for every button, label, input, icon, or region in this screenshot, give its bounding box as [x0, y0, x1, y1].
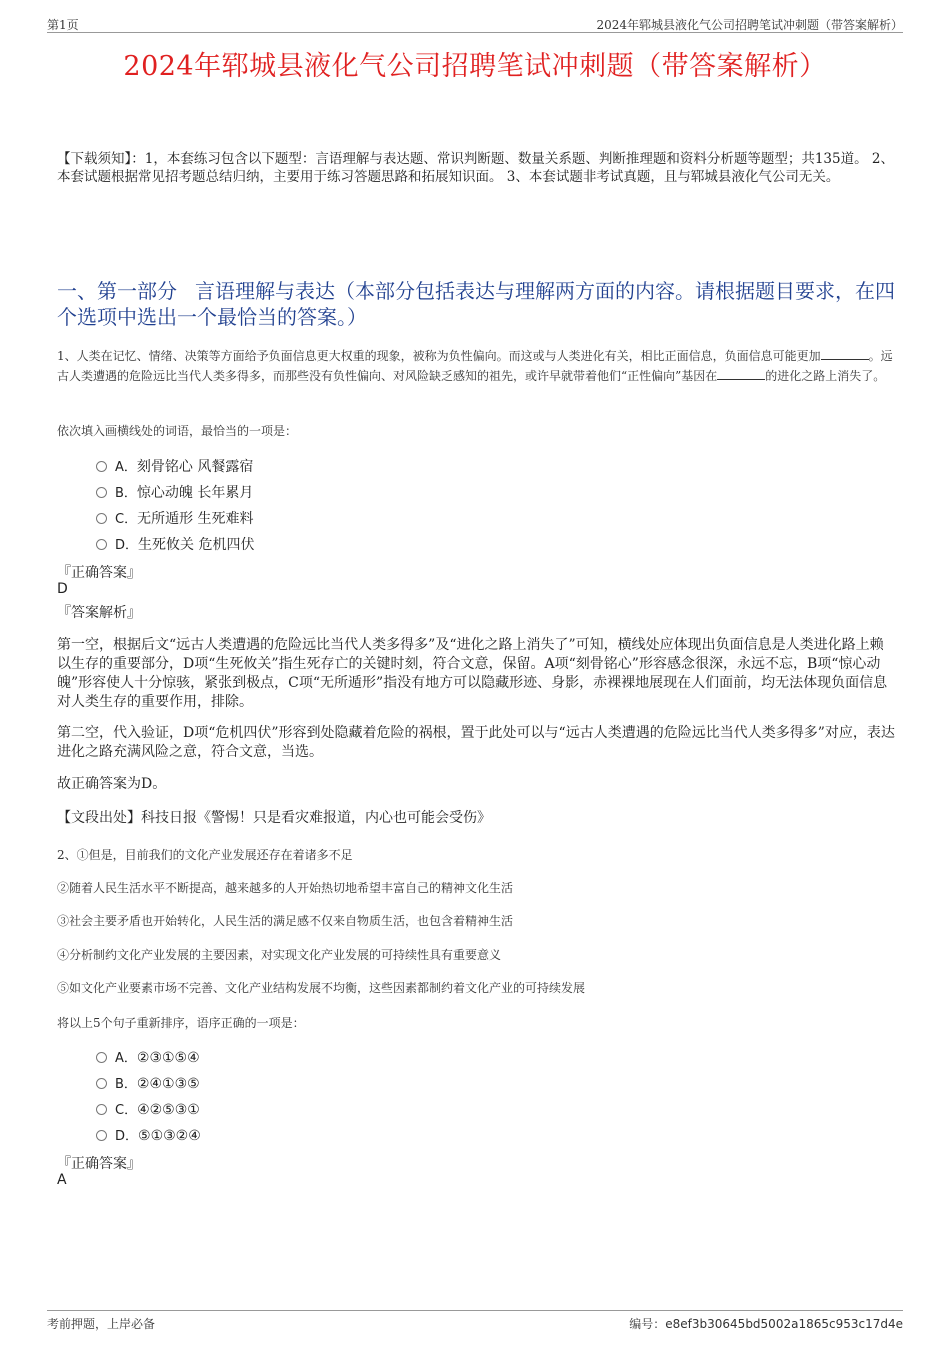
- radio-icon[interactable]: [96, 1130, 107, 1141]
- q1-option-c[interactable]: C．无所遁形 生死难料: [96, 508, 254, 528]
- radio-icon[interactable]: [96, 487, 107, 498]
- q2-sentence-3: ③社会主要矛盾也开始转化，人民生活的满足感不仅来自物质生活，也包含着精神生活: [57, 914, 514, 928]
- q1-option-b[interactable]: B．惊心动魄 长年累月: [96, 482, 253, 502]
- footer-code: 编号：e8ef3b30645bd5002a1865c953c17d4e: [629, 1317, 903, 1331]
- q2-sentence-2: ②随着人民生活水平不断提高，越来越多的人开始热切地希望丰富自己的精神文化生活: [57, 881, 514, 895]
- q1-answer-label: 『正确答案』: [57, 565, 141, 581]
- page-footer: [47, 1310, 903, 1331]
- radio-icon[interactable]: [96, 1052, 107, 1063]
- q1-analysis-label: 『答案解析』: [57, 605, 141, 621]
- footer-slogan: 考前押题，上岸必备: [47, 1317, 156, 1331]
- section-heading: [57, 278, 897, 330]
- q2-option-d[interactable]: D．⑤①③②④: [96, 1125, 201, 1145]
- q2-option-b[interactable]: B．②④①③⑤: [96, 1073, 200, 1093]
- download-notice: 【下载须知】：1，本套练习包含以下题型：言语理解与表达题、常识判断题、数量关系题、判断推理题和资料分析题等题型；共135道。 2、本套试题根据常见招考题总结归纳，主要用于练习答题思路和拓展知识面。 3、本套试题非考试真题，且与郓城县液化气公司无关。: [57, 151, 894, 185]
- q1-prompt: 依次填入画横线处的词语，最恰当的一项是：: [57, 424, 298, 438]
- section-description: 言语理解与表达（本部分包括表达与理解两方面的内容。请根据题目要求，在四个选项中选出一个最恰当的答案。）: [57, 279, 895, 329]
- q2-prompt: 将以上5个句子重新排序，语序正确的一项是：: [57, 1016, 305, 1030]
- page-number: 第1页: [47, 18, 79, 32]
- blank-1: [821, 347, 869, 360]
- radio-icon[interactable]: [96, 461, 107, 472]
- q2-option-a[interactable]: A．②③①⑤④: [96, 1047, 200, 1067]
- q2-sentence-4: ④分析制约文化产业发展的主要因素，对实现文化产业发展的可持续性具有重要意义: [57, 948, 502, 962]
- q1-option-a[interactable]: A．刻骨铭心 风餐露宿: [96, 456, 253, 476]
- q1-option-d[interactable]: D．生死攸关 危机四伏: [96, 534, 254, 554]
- q1-analysis-para-1: 第一空，根据后文“远古人类遭遇的危险远比当代人类多得多”及“进化之路上消失了”可知，横线处应体现出负面信息是人类进化路上赖以生存的重要部分，D项“生死攸关”指生死存亡的关键时刻，符合文意，保留。A项“刻骨铭心”形容感念很深，永远不忘，B项“惊心动魄”形容使人十分惊骇，紧张到极点，C项“无所遁形”指没有地方可以隐藏形迹、身影，赤裸裸地展现在人们面前，均无法体现负面信息对人类生存的重要作用，排除。: [57, 637, 888, 710]
- q2-option-c[interactable]: C．④②⑤③①: [96, 1099, 200, 1119]
- section-part: 一、第一部分: [57, 279, 177, 303]
- radio-icon[interactable]: [96, 1078, 107, 1089]
- radio-icon[interactable]: [96, 539, 107, 550]
- blank-2: [717, 367, 765, 380]
- page-header: [47, 14, 903, 33]
- q2-answer-label: 『正确答案』: [57, 1156, 141, 1172]
- q1-source: 【文段出处】科技日报《警惕！只是看灾难报道，内心也可能会受伤》: [57, 810, 491, 826]
- q2-sentence-5: ⑤如文化产业要素市场不完善、文化产业结构发展不均衡，这些因素都制约着文化产业的可持续发展: [57, 981, 586, 995]
- radio-icon[interactable]: [96, 513, 107, 524]
- q1-analysis-para-2: 第二空，代入验证，D项“危机四伏”形容到处隐藏着危险的祸根，置于此处可以与“远古人类遭遇的危险远比当代人类多得多”对应，表达进化之路充满风险之意，符合文意，当选。: [57, 725, 895, 760]
- q2-answer: A: [57, 1172, 67, 1188]
- q2-sentence-1: 2、①但是，目前我们的文化产业发展还存在着诸多不足: [57, 848, 353, 862]
- header-doc-title: 2024年郓城县液化气公司招聘笔试冲刺题（带答案解析）: [596, 18, 903, 32]
- q1-analysis-para-3: 故正确答案为D。: [57, 776, 167, 792]
- radio-icon[interactable]: [96, 1104, 107, 1115]
- page-title: 2024年郓城县液化气公司招聘笔试冲刺题（带答案解析）: [123, 51, 827, 82]
- q1-answer: D: [57, 581, 68, 597]
- q1-stem: 1、人类在记忆、情绪、决策等方面给予负面信息更大权重的现象，被称为负性偏向。而这或与人类进化有关，相比正面信息，负面信息可能更加 。远古人类遭遇的危险远比当代人类多得多，而那些没有负性偏向、对风险缺乏感知的祖先，或许早就带着他们“正性偏向”基因在 的进化之路上消失了。: [57, 349, 893, 383]
